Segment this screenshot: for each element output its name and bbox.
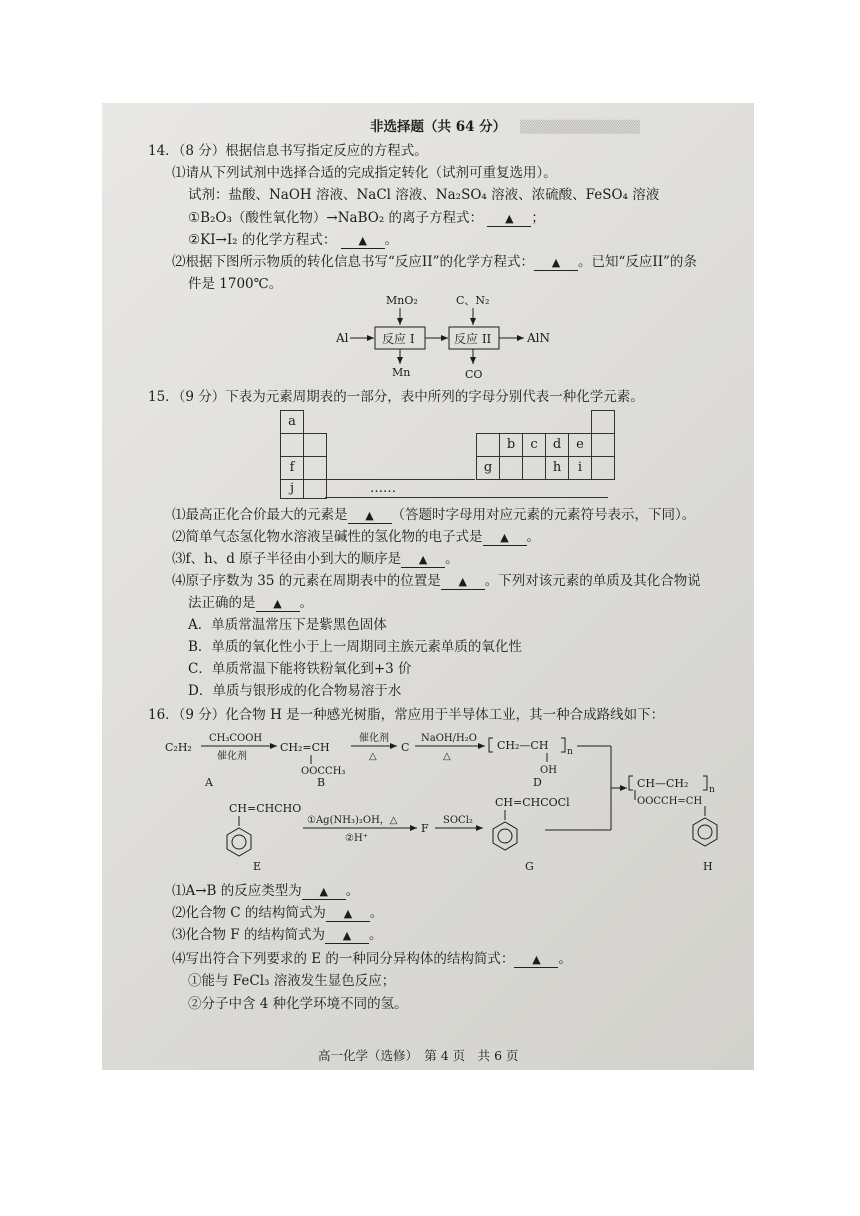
answer-blank[interactable]: ▲ <box>514 953 558 968</box>
compound-d-main: CH₂—CH <box>497 739 549 752</box>
synthesis-scheme <box>165 724 725 874</box>
q14-part2-cont: 件是 1700℃。 <box>188 276 283 292</box>
q15-part1: ⑴最高正化合价最大的元素是 ▲ （答题时字母用对应元素的元素符号表示，下同）。 <box>172 507 696 523</box>
cell-i: i <box>568 456 592 480</box>
al-label: Al <box>336 331 349 345</box>
answer-blank[interactable]: ▲ <box>326 907 370 922</box>
compound-b-sub: OOCCH₃ <box>301 766 346 777</box>
compound-h-main: CH—CH₂ <box>637 777 689 790</box>
compound-h-sub: OOCCH=CH <box>637 796 703 807</box>
q14-part2: ⑵根据下图所示物质的转化信息书写“反应II”的化学方程式： ▲ 。已知“反应II”的条 <box>172 254 697 270</box>
q16-condition-2: ②分子中含 4 种化学环境不同的氢。 <box>188 996 408 1012</box>
section-title: 非选择题（共 64 分） <box>370 119 507 135</box>
reagent-1-bottom: 催化剂 <box>217 751 247 762</box>
q16-header: 16．（9 分）化合物 H 是一种感光树脂，常应用于半导体工业，其一种合成路线如下： <box>148 707 665 723</box>
compound-f: F <box>421 822 429 835</box>
cell-h: h <box>545 456 569 480</box>
reagent-4-top: ①Ag(NH₃)₂OH，△ <box>307 815 398 826</box>
answer-blank[interactable]: ▲ <box>341 234 385 249</box>
answer-blank[interactable]: ▲ <box>441 575 485 590</box>
reaction-flow-diagram <box>330 292 570 380</box>
bleed-through-text: ▒▒▒▒▒▒▒▒▒▒▒▒▒ <box>520 120 640 134</box>
box1-label: 反应 I <box>382 332 415 346</box>
cell-c: c <box>522 433 546 457</box>
label-d: D <box>533 776 542 789</box>
label-g: G <box>525 860 534 873</box>
answer-blank[interactable]: ▲ <box>534 256 578 271</box>
box2-label: 反应 II <box>454 332 492 346</box>
mn-label: Mn <box>392 366 411 379</box>
q14-item1: ①B₂O₃（酸性氧化物）→NaBO₂ 的离子方程式： ▲ ； <box>188 210 545 226</box>
q16-part1: ⑴A→B 的反应类型为 ▲ 。 <box>172 883 360 899</box>
reagent-5-top: SOCl₂ <box>443 815 473 826</box>
label-e: E <box>253 860 262 873</box>
q16-condition-1: ①能与 FeCl₃ 溶液发生显色反应； <box>188 973 396 989</box>
q16-part3: ⑶化合物 F 的结构简式为 ▲ 。 <box>172 927 383 943</box>
cell-b: b <box>499 433 523 457</box>
reagent-4-bottom: ②H⁺ <box>345 833 368 844</box>
reagent-3-top: NaOH/H₂O <box>421 733 477 744</box>
answer-blank[interactable]: ▲ <box>348 509 392 524</box>
q15-part4-cont: 法正确的是 ▲ 。 <box>188 595 313 611</box>
compound-a-formula: C₂H₂ <box>165 741 192 754</box>
page-footer: 高一化学（选修） 第 4 页 共 6 页 <box>318 1048 519 1063</box>
periodic-table-fragment <box>280 410 614 498</box>
q15-option-a: A．单质常温常压下是紫黑色固体 <box>188 617 387 633</box>
benzene-ring-h <box>693 818 717 846</box>
cell-e: e <box>568 433 592 457</box>
q15-option-d: D．单质与银形成的化合物易溶于水 <box>188 683 402 699</box>
mno2-label: MnO₂ <box>386 294 418 307</box>
cell-d: d <box>545 433 569 457</box>
q15-part4: ⑷原子序数为 35 的元素在周期表中的位置是 ▲ 。下列对该元素的单质及其化合物说 <box>172 573 701 589</box>
ellipsis: …… <box>370 481 396 496</box>
aln-label: AlN <box>527 331 551 345</box>
q15-option-c: C．单质常温下能将铁粉氧化到+3 价 <box>188 661 412 677</box>
label-b: B <box>317 776 326 789</box>
q15-header: 15．（9 分）下表为元素周期表的一部分，表中所列的字母分别代表一种化学元素。 <box>148 389 644 405</box>
cell-j: j <box>280 479 304 499</box>
compound-e-top: CH=CHCHO <box>229 802 302 815</box>
answer-blank[interactable]: ▲ <box>302 885 346 900</box>
q15-part3: ⑶f、h、d 原子半径由小到大的顺序是 ▲ 。 <box>172 551 459 567</box>
q14-part1: ⑴请从下列试剂中选择合适的完成指定转化（试剂可重复选用）。 <box>172 165 557 181</box>
q16-part4: ⑷写出符合下列要求的 E 的一种同分异构体的结构简式： ▲ 。 <box>172 951 572 967</box>
q14-reagents: 试剂：盐酸、NaOH 溶液、NaCl 溶液、Na₂SO₄ 溶液、浓硫酸、FeSO₄ 溶液 <box>188 187 660 203</box>
cell-f: f <box>280 456 304 480</box>
reagent-3-bottom: △ <box>443 751 451 762</box>
cell-g: g <box>476 456 500 480</box>
label-h: H <box>703 860 713 873</box>
benzene-ring-e <box>227 828 251 856</box>
q14-item2: ②KI→I₂ 的化学方程式： ▲ 。 <box>188 232 399 248</box>
c-n2-label: C、N₂ <box>456 294 490 307</box>
compound-d-n: n <box>567 747 573 757</box>
reagent-2-top: 催化剂 <box>359 733 389 744</box>
answer-blank[interactable]: ▲ <box>325 929 369 944</box>
answer-blank[interactable]: ▲ <box>483 531 527 546</box>
compound-g-top: CH=CHCOCl <box>495 796 570 809</box>
compound-c: C <box>401 741 410 754</box>
co-label: CO <box>465 368 483 380</box>
q15-part2: ⑵简单气态氢化物水溶液呈碱性的氢化物的电子式是 ▲ 。 <box>172 529 540 545</box>
reagent-1-top: CH₃COOH <box>209 733 263 744</box>
q14-header: 14．（8 分）根据信息书写指定反应的方程式。 <box>148 143 428 159</box>
cell-a: a <box>280 410 304 434</box>
answer-blank[interactable]: ▲ <box>487 212 531 227</box>
compound-b-main: CH₂=CH <box>280 741 330 754</box>
q16-part2: ⑵化合物 C 的结构简式为 ▲ 。 <box>172 905 384 921</box>
compound-d-sub: OH <box>540 765 557 776</box>
label-a: A <box>205 776 213 789</box>
benzene-ring-g <box>493 822 517 850</box>
answer-blank[interactable]: ▲ <box>401 553 445 568</box>
q15-option-b: B．单质的氧化性小于上一周期同主族元素单质的氧化性 <box>188 639 522 655</box>
reagent-2-bottom: △ <box>369 751 377 762</box>
compound-h-n: n <box>709 785 715 795</box>
answer-blank[interactable]: ▲ <box>256 597 300 612</box>
